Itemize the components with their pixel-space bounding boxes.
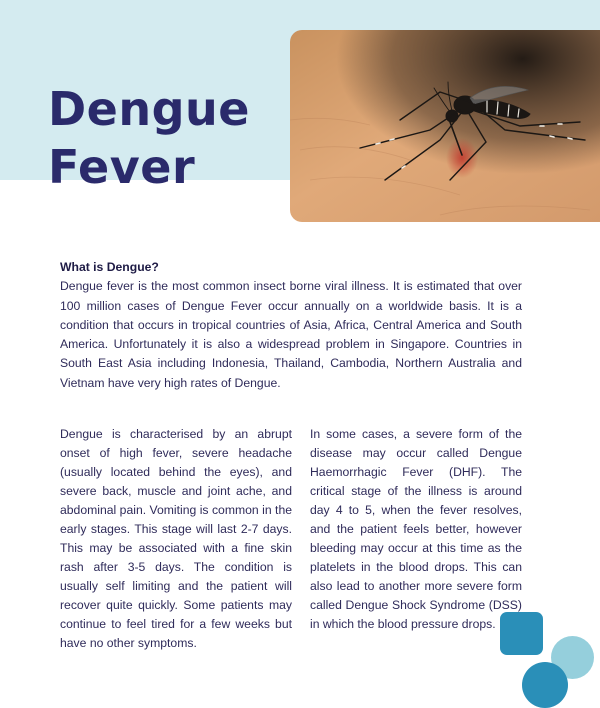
symptoms-paragraph: Dengue is characterised by an abrupt onset of high fever, severe headache (usually located behind the eyes), and severe back, muscle and joint ache, and abdominal pain. Vomiting is common in the early stages. This stage will last 2-7 days. This may be associated with a fine skin rash after 3-5 days. The condition is usually self limiting and the patient will recover quite quickly. Some patients may continue to feel tired for a few weeks but have no other symptoms.	[60, 427, 292, 650]
title-line-1: Dengue	[48, 82, 251, 136]
decorative-half-circle	[522, 662, 568, 708]
severe-form-paragraph: In some cases, a severe form of the disease may occur called Dengue Haemorrhagic Fever (DHF). The critical stage of the illness is around day 4 to 5, when the fever resolves, and the patient feels better, however bleeding may occur at this time as the platelets in the blood drops. This can also lead to another more severe form called Dengue Shock Syndrome (DSS) in which the blood pressure drops.	[310, 427, 522, 631]
section-heading: What is Dengue?	[60, 260, 159, 274]
title-line-2: Fever	[48, 140, 196, 194]
decorative-square	[500, 612, 543, 655]
page-title	[48, 80, 250, 196]
intro-paragraph: Dengue fever is the most common insect borne viral illness. It is estimated that over 100 million cases of Dengue Fever occur annually on a worldwide basis. It is a condition that occurs in tropical countries of Asia, Africa, Central America and South America. Unfortunately it is also a widespread problem in Singapore. Countries in South East Asia including Indonesia, Thailand, Cambodia, Northern Australia and Vietnam have very high rates of Dengue.	[60, 279, 522, 390]
intro-section	[60, 258, 522, 393]
mosquito-photo	[290, 30, 600, 222]
